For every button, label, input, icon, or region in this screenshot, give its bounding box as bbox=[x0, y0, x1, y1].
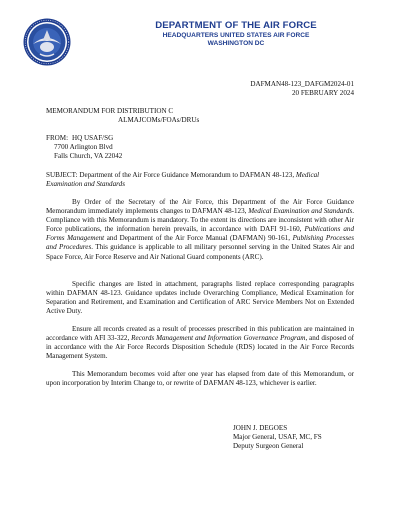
memo-date: 20 FEBRUARY 2024 bbox=[291, 89, 354, 97]
document-id: DAFMAN48-123_DAFGM2024-01 bbox=[250, 80, 354, 88]
department-seal-icon bbox=[23, 18, 71, 66]
from-office: HQ USAF/SG bbox=[72, 134, 114, 142]
from-label: FROM: bbox=[46, 134, 69, 142]
paragraph-2: Specific changes are listed in attachment, paragraphs listed replace corresponding paragraphs within DAFMAN 48-123. Guidance updates include Overarching Compliance, Medical Examination for Separation and Retirement, and Examination and Certification of ARC Service Members Not on Extended Active Duty. bbox=[46, 280, 354, 316]
signer-rank: Major General, USAF, MC, FS bbox=[233, 433, 322, 441]
memo-for-recipients: ALMAJCOMs/FOAs/DRUs bbox=[118, 116, 200, 124]
from-street: 7700 Arlington Blvd bbox=[54, 143, 113, 151]
letterhead-headquarters: HEADQUARTERS UNITED STATES AIR FORCE bbox=[162, 32, 310, 39]
from-city: Falls Church, VA 22042 bbox=[54, 152, 123, 160]
memo-for-line: MEMORANDUM FOR DISTRIBUTION C bbox=[46, 107, 174, 115]
subject-italic-1: Medical bbox=[295, 171, 320, 179]
subject-italic-2: Examination and Standards bbox=[46, 180, 125, 189]
letterhead-department: DEPARTMENT OF THE AIR FORCE bbox=[155, 20, 317, 31]
paragraph-4: This Memorandum becomes void after one year has elapsed from date of this Memorandum, or upon incorporation by Interim Change to, or rewrite of DAFMAN 48-123, whichever is earlier. bbox=[46, 370, 354, 388]
letterhead-location: WASHINGTON DC bbox=[207, 40, 265, 47]
paragraph-3: Ensure all records created as a result of processes prescribed in this publication are maintained in accordance with AFI 33-322, Records Management and Information Governance Program, and disposed of in accordance with the Air Force Records Disposition Schedule (RDS) located in the Air Force Records Management System. bbox=[46, 325, 355, 361]
paragraph-1: By Order of the Secretary of the Air Force, this Department of the Air Force Guidance Memorandum immediately implements changes to DAFMAN 48-123, Medical Examination and Standards. Compliance with this Memorandum is mandatory. To the extent its directions are inconsistent with other Air Force publications, the information herein prevails, in accordance with DAFI 91-160, Publications and Forms Management and Department of the Air Force Manual (DAFMAN) 90-161, Publishing Processes and Procedures. This guidance is applicable to all military personnel serving in the United States Air and Space Force, Air Force Reserve and Air National Guard components (ARC). bbox=[46, 198, 354, 261]
subject-text: SUBJECT: Department of the Air Force Guidance Memorandum to DAFMAN 48-123, bbox=[46, 171, 296, 179]
signer-title: Deputy Surgeon General bbox=[233, 442, 304, 450]
subject-line bbox=[46, 171, 354, 189]
signer-name: JOHN J. DEGOES bbox=[233, 424, 288, 432]
